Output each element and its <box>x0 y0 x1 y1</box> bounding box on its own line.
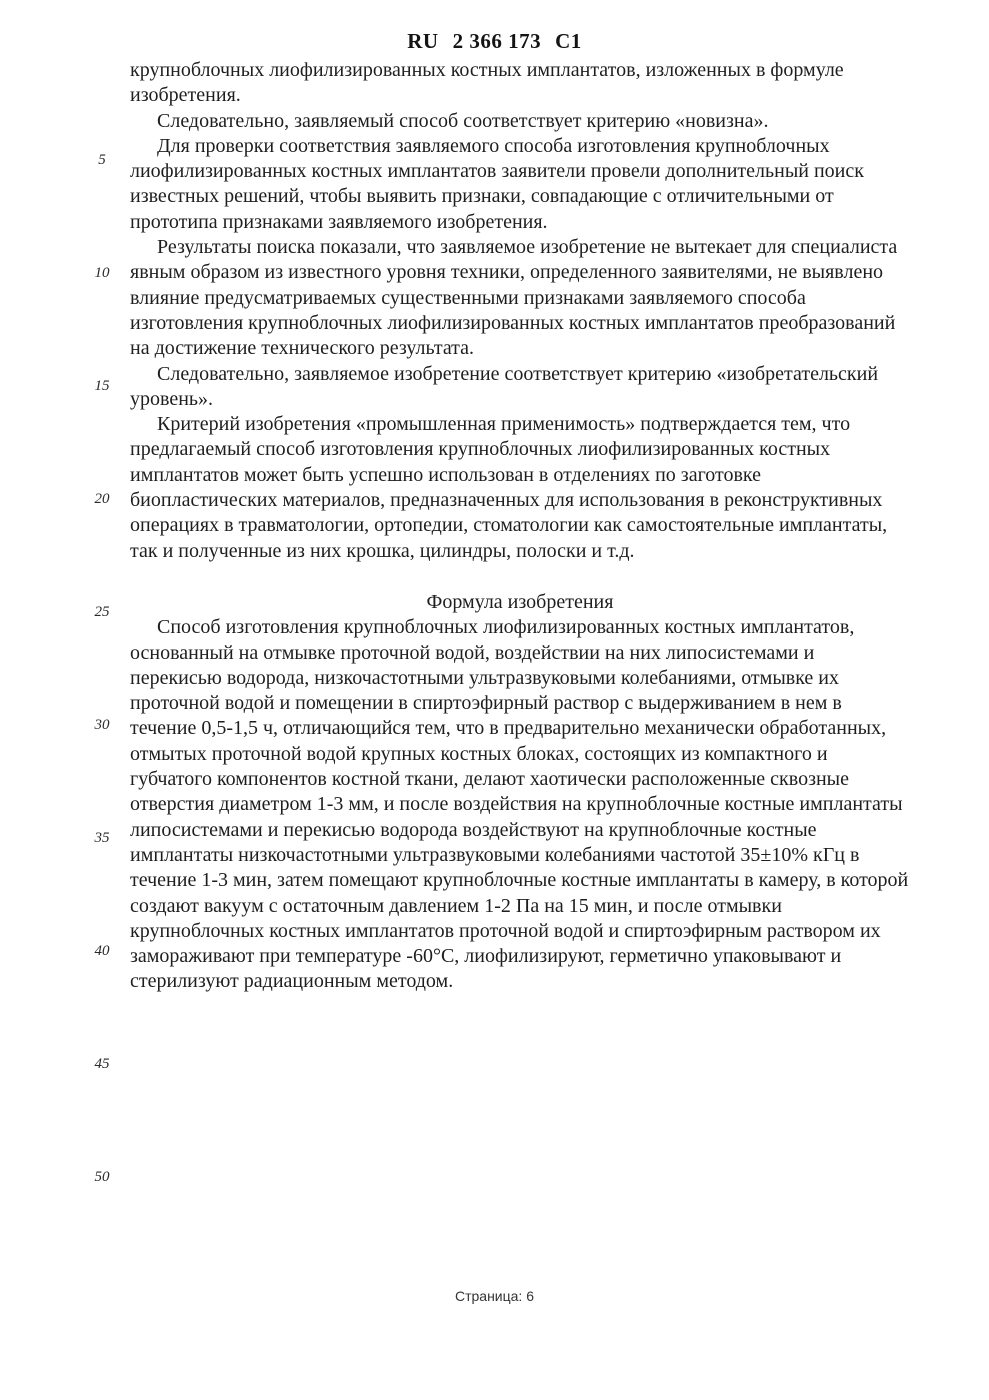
line-number-5: 5 <box>98 152 106 168</box>
claim-paragraph: Способ изготовления крупноблочных лиофилизированных костных имплантатов, основанный на отмывке проточной водой, воздействии на них липосистемами и перекисью водорода, низкочастотными ультразвуковыми колебаниями, отмывке их проточной водой и помещении в спиртоэфирный раствор с выдерживанием в нем в течение 0,5-1,5 ч, отличающийся тем, что в предварительно механически обработанных, отмытых проточной водой крупных костных блоках, состоящих из компактного и губчатого компонентов костной ткани, делают хаотически расположенные сквозные отверстия диаметром 1-3 мм, и после воздействия на крупноблочные костные имплантаты липосистемами и перекисью водорода воздействуют на крупноблочные костные имплантаты низкочастотными ультразвуковыми колебаниями частотой 35±10% кГц в течение 1-3 мин, затем помещают крупноблочные костные имплантаты в камеру, в которой создают вакуум с остаточным давлением 1-2 Па на 15 мин, и после отмывки крупноблочных костных имплантатов проточной водой и спиртоэфирным раствором их замораживают при температуре -60°С, лиофилизируют, герметично упаковывают и стерилизуют радиационным методом. <box>130 616 909 993</box>
page-footer <box>0 1288 989 1304</box>
line-number-25: 25 <box>94 604 110 620</box>
line-number-30: 30 <box>94 717 110 733</box>
line-number-20: 20 <box>94 491 110 507</box>
document-header <box>0 29 989 54</box>
description-paragraph-novelty: Следовательно, заявляемый способ соответствует критерию «новизна». <box>157 109 769 132</box>
description-paragraph-continuation: крупноблочных лиофилизированных костных имплантатов, изложенных в формуле изобретения. <box>130 59 844 107</box>
document-body <box>130 58 910 995</box>
description-paragraph-search-results: Результаты поиска показали, что заявляемое изобретение не вытекает для специалиста явным образом из известного уровня техники, определенного заявителями, не выявлено влияние предусматриваемых существенными признаками заявляемого способа изготовления крупноблочных лиофилизированных костных имплантатов преобразований на достижение технического результата. <box>130 236 898 360</box>
description-paragraph-industrial-applicability: Критерий изобретения «промышленная применимость» подтверждается тем, что предлагаемый способ изготовления крупноблочных лиофилизированных костных имплантатов может быть успешно использован в отделениях по заготовке биопластических материалов, предназначенных для использования в реконструктивных операциях в травматологии, ортопедии, стоматологии как самостоятельные имплантаты, так и полученные из них крошка, цилиндры, полоски и т.д. <box>130 413 888 562</box>
publication-number: 2 366 173 <box>452 29 542 53</box>
line-number-45: 45 <box>94 1056 110 1072</box>
kind-code: C1 <box>555 29 582 53</box>
line-number-40: 40 <box>94 943 110 959</box>
description-paragraph-search: Для проверки соответствия заявляемого способа изготовления крупноблочных лиофилизированных костных имплантатов заявители провели дополнительный поиск известных решений, чтобы выявить признаки, совпадающие с отличительными от прототипа признаками заявляемого изобретения. <box>130 134 864 233</box>
line-number-35: 35 <box>94 830 110 846</box>
claims-heading: Формула изобретения <box>426 590 614 613</box>
line-number-10: 10 <box>94 265 110 281</box>
page-number-label: Страница: 6 <box>454 1288 535 1304</box>
line-number-15: 15 <box>94 378 110 394</box>
country-code: RU <box>407 29 439 53</box>
description-paragraph-inventive-step: Следовательно, заявляемое изобретение соответствует критерию «изобретательский уровень». <box>130 362 879 410</box>
line-number-50: 50 <box>94 1169 110 1185</box>
